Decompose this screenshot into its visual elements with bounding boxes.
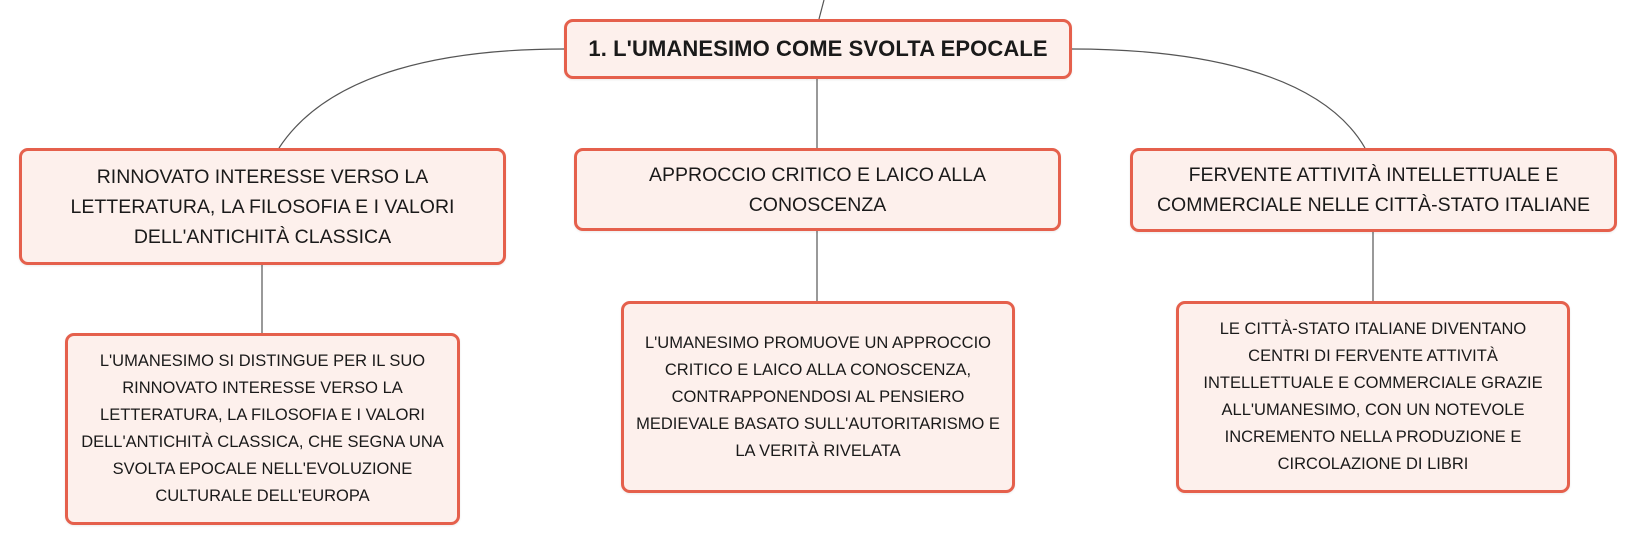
detail-node-city-states[interactable] — [1176, 301, 1570, 493]
root-node-label: 1. L'UMANESIMO COME SVOLTA EPOCALE — [588, 36, 1048, 61]
branch-node-label: FERVENTE ATTIVITÀ INTELLETTUALE E COMMERCIALE NELLE CITTÀ-STATO ITALIANE — [1156, 164, 1591, 216]
detail-node-text: L'UMANESIMO SI DISTINGUE PER IL SUO RINNOVATO INTERESSE VERSO LA LETTERATURA, LA FILOSOFIA E I VALORI DELL'ANTICHITÀ CLASSICA, CHE SEGNA UNA SVOLTA EPOCALE NELL'EVOLUZIONE CULTURALE DELL'EUROPA — [81, 352, 444, 505]
branch-node-classical-interest[interactable] — [19, 148, 506, 265]
root-node[interactable] — [564, 19, 1072, 79]
branch-node-label: RINNOVATO INTERESSE VERSO LA LETTERATURA, LA FILOSOFIA E I VALORI DELL'ANTICHITÀ CLASSICA — [70, 165, 455, 248]
connector-parent-to-root — [819, 0, 824, 19]
detail-node-text: L'UMANESIMO PROMUOVE UN APPROCCIO CRITICO E LAICO ALLA CONOSCENZA, CONTRAPPONENDOSI AL PENSIERO MEDIEVALE BASATO SULL'AUTORITARISMO E LA VERITÀ RIVELATA — [636, 333, 1000, 460]
detail-node-text: LE CITTÀ-STATO ITALIANE DIVENTANO CENTRI DI FERVENTE ATTIVITÀ INTELLETTUALE E COMMERCIALE GRAZIE ALL'UMANESIMO, CON UN NOTEVOLE INCREMENTO NELLA PRODUZIONE E CIRCOLAZIONE DI LIBRI — [1203, 320, 1543, 473]
detail-node-classical-interest[interactable] — [65, 333, 460, 525]
branch-node-critical-approach[interactable] — [574, 148, 1061, 231]
branch-node-label: APPROCCIO CRITICO E LAICO ALLA CONOSCENZA — [648, 163, 986, 216]
connector-root-to-branch-3 — [1072, 49, 1365, 148]
detail-node-critical-approach[interactable] — [621, 301, 1015, 493]
branch-node-city-states[interactable] — [1130, 148, 1617, 232]
connector-root-to-branch-1 — [279, 49, 564, 148]
